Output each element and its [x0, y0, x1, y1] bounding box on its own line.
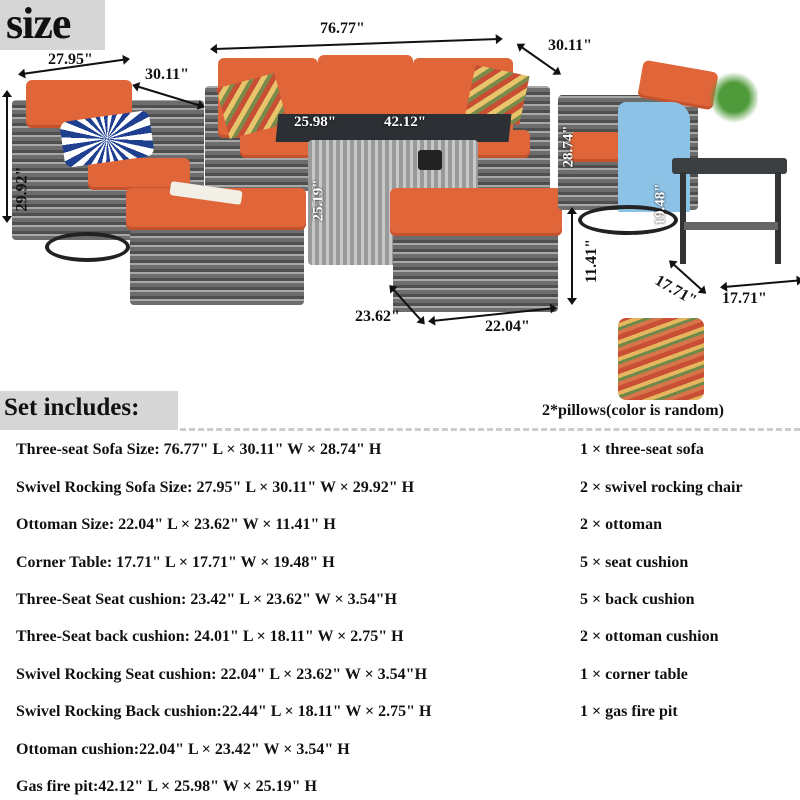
spec-chair-back-cushion: Swivel Rocking Back cushion:22.44" L × 18.11" W × 2.75" H	[16, 703, 432, 720]
swivel-base	[45, 232, 130, 262]
include-item: 5 × back cushion	[580, 591, 695, 608]
spec-sofa-seat-cushion: Three-Seat Seat cushion: 23.42" L × 23.62" W × 3.54"H	[16, 591, 397, 608]
dim-sofa-length: 76.77"	[320, 20, 365, 37]
table-shelf	[684, 222, 778, 230]
spec-fire-pit: Gas fire pit:42.12" L × 25.98" W × 25.19" H	[16, 778, 317, 795]
dim-sofa-depth: 30.11"	[548, 37, 592, 54]
dim-firepit-width: 25.98"	[294, 114, 337, 130]
dim-sofa-height: 28.74"	[560, 125, 577, 168]
include-item: 2 × ottoman cushion	[580, 628, 719, 645]
divider	[180, 428, 800, 431]
spec-ottoman: Ottoman Size: 22.04" L × 23.62" W × 11.41" H	[16, 516, 336, 533]
include-item: 1 × gas fire pit	[580, 703, 678, 720]
dim-table-width: 17.71"	[722, 290, 767, 307]
dim-ottoman-height: 11.41"	[583, 239, 600, 283]
arrow-ottoman-height	[571, 211, 573, 301]
dim-chair-width: 27.95"	[48, 51, 93, 68]
dim-ottoman-width: 22.04"	[485, 318, 530, 335]
table-leg	[775, 172, 781, 264]
spec-sofa: Three-seat Sofa Size: 76.77" L × 30.11" W × 28.74" H	[16, 441, 382, 458]
include-item: 2 × ottoman	[580, 516, 662, 533]
plant-vase	[710, 70, 758, 125]
dim-table-depth: 17.71"	[652, 271, 700, 310]
ottoman-cushion	[390, 188, 562, 236]
corner-table	[672, 158, 787, 174]
spec-chair-seat-cushion: Swivel Rocking Seat cushion: 22.04" L × 23.62" W × 3.54"H	[16, 666, 428, 683]
fire-pit-knob-icon	[418, 150, 442, 170]
arrow-chair-height	[6, 94, 8, 219]
include-item: 2 × swivel rocking chair	[580, 479, 743, 496]
include-item: 1 × three-seat sofa	[580, 441, 704, 458]
spec-swivel-chair: Swivel Rocking Sofa Size: 27.95" L × 30.11" W × 29.92" H	[16, 479, 415, 496]
pillow-image	[618, 318, 704, 400]
dim-chair-depth: 30.11"	[145, 66, 189, 83]
include-item: 1 × corner table	[580, 666, 688, 683]
dim-firepit-height: 25.19"	[310, 179, 327, 222]
dim-ottoman-depth: 23.62"	[355, 308, 400, 325]
include-item: 5 × seat cushion	[580, 554, 689, 571]
table-leg	[680, 172, 686, 264]
set-includes-title: Set includes:	[4, 394, 140, 421]
pillows-note: 2*pillows(color is random)	[542, 402, 724, 419]
dim-chair-height: 29.92"	[13, 166, 31, 212]
dim-firepit-length: 42.12"	[384, 114, 427, 130]
spec-corner-table: Corner Table: 17.71" L × 17.71" W × 19.48" H	[16, 554, 335, 571]
ottoman-right	[393, 228, 558, 312]
spec-sofa-back-cushion: Three-Seat back cushion: 24.01" L × 18.11" W × 2.75" H	[16, 628, 404, 645]
size-title: size	[6, 0, 71, 48]
spec-ottoman-cushion: Ottoman cushion:22.04" L × 23.42" W × 3.54" H	[16, 741, 350, 758]
dim-table-height: 19.48"	[652, 183, 669, 226]
